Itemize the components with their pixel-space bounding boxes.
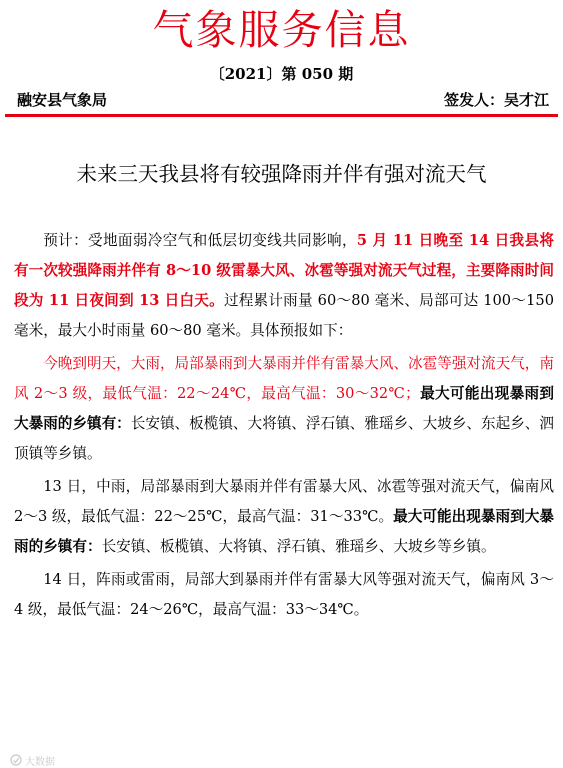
issuer-row [17, 89, 549, 111]
forecast-today: 今晚到明天，大雨，局部暴雨到大暴雨并伴有雷暴大风、冰雹等强对流天气，南风 2～3 级，最低气温：22～24℃，最高气温：30～32℃； [14, 355, 554, 402]
signer: 签发人：吴才江 [443, 91, 549, 109]
watermark [10, 753, 55, 767]
issuer-name: 融安县气象局 [17, 91, 108, 109]
forecast-day14: 14 日，阵雨或雷雨，局部大到暴雨并伴有雷暴大风等强对流天气，偏南风 3～4 级，最低气温：24～26℃，最高气温：33～34℃。 [14, 571, 554, 618]
summary-lead: 预计：受地面弱冷空气和低层切变线共同影响， [43, 232, 357, 249]
headline: 未来三天我县将有较强降雨并伴有强对流天气 [76, 162, 487, 186]
summary-rest: 过程累计雨量 60～80 毫米、局部可达 100～150 毫米，最大小时雨量 60～80 毫米。具体预报如下： [14, 292, 554, 339]
masthead [0, 0, 563, 118]
forecast-day13-paragraph [14, 472, 554, 562]
summary-highlight: 5 月 11 日晚至 14 日我县将有一次较强降雨并伴有 8～10 级雷暴大风、冰雹等强对流天气过程，主要降雨时间段为 11 日夜间到 13 日白天。 [14, 232, 554, 309]
towns-list: 长安镇、板榄镇、大将镇、浮石镇、雅瑶乡、大坡乡、东起乡、泗顶镇等乡镇。 [14, 415, 554, 462]
header-divider [5, 114, 558, 117]
towns-label: 最大可能出现暴雨到大暴雨的乡镇有： [14, 508, 554, 555]
towns-label: 最大可能出现暴雨到大暴雨的乡镇有： [14, 385, 554, 432]
watermark-text: 大数据 [25, 756, 55, 768]
forecast-summary-paragraph [14, 226, 554, 346]
forecast-day13: 13 日，中雨，局部暴雨到大暴雨并伴有雷暴大风、冰雹等强对流天气，偏南风 2～3 级，最低气温：22～25℃，最高气温：31～33℃。 [14, 478, 554, 525]
watermark-logo-icon [10, 754, 22, 766]
document-body [14, 226, 554, 628]
issue-number: 〔2021〕第 050 期 [209, 65, 354, 83]
forecast-day14-paragraph [14, 565, 554, 625]
masthead-title: 气象服务信息 [152, 6, 411, 54]
towns-list: 长安镇、板榄镇、大将镇、浮石镇、雅瑶乡、大坡乡等乡镇。 [101, 538, 496, 555]
forecast-today-paragraph [14, 349, 554, 469]
